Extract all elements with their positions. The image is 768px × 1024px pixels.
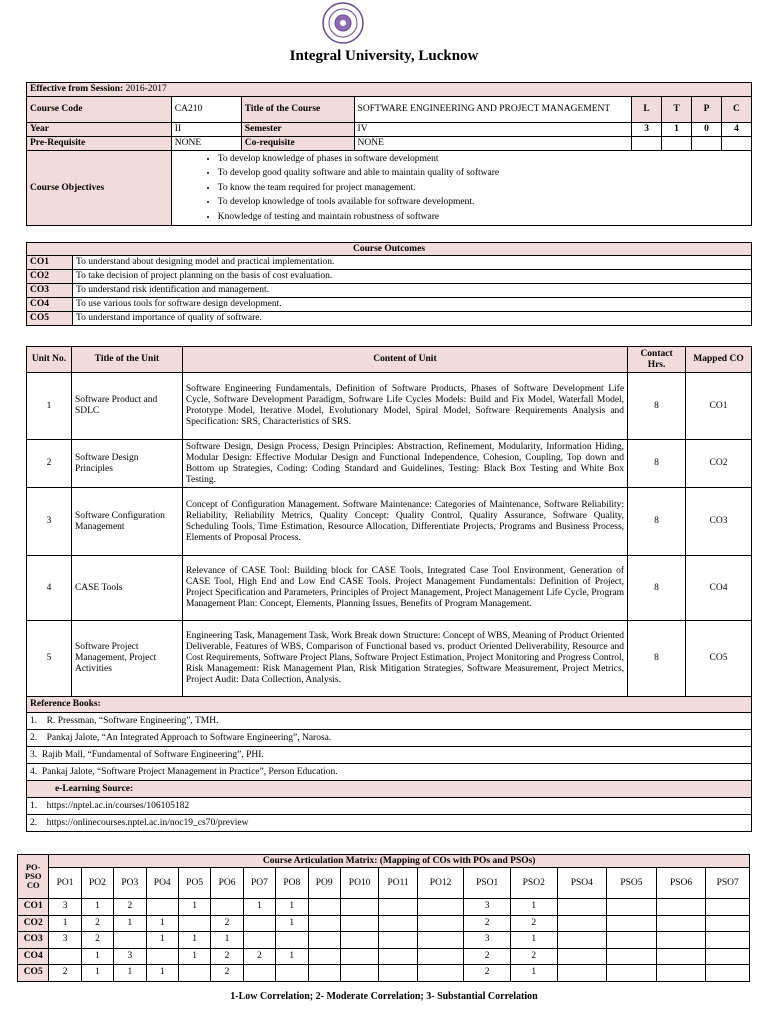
matrix-cell <box>706 965 750 982</box>
matrix-column-header: PO11 <box>379 868 417 899</box>
unit-content: Engineering Task, Management Task, Work Break down Structure: Concept of WBS, Meaning of Product Oriented Deliverable, Features of WBS, Comparison of Functional based vs. product Oriented Deliverability, Resource and Cost Requirements, Software Project Plans, Software Project Estimation, Project Monitoring and Progress Control, Risk Management: Risk Management Plan, Risk Mitigation Strategies, Software Measurement, Project Metrics, Project Audit: Data Collection, Analysis. <box>182 621 627 697</box>
matrix-cell <box>308 948 340 965</box>
unit-hrs: 8 <box>628 556 686 621</box>
matrix-cell: 3 <box>49 899 81 916</box>
matrix-column-header: PSO6 <box>656 868 706 899</box>
matrix-cell: 2 <box>464 915 511 932</box>
matrix-cell <box>379 965 417 982</box>
matrix-cell <box>243 965 275 982</box>
unit-hrs: 8 <box>628 621 686 697</box>
matrix-cell <box>607 932 657 949</box>
matrix-cell: 1 <box>146 965 178 982</box>
objective-item: • Knowledge of testing and maintain robustness of software <box>218 210 751 225</box>
elearn-link[interactable]: 2. https://onlinecourses.nptel.ac.in/noc19_cs70/preview <box>27 815 752 832</box>
matrix-cell <box>417 932 464 949</box>
co-text: To understand risk identification and management. <box>73 284 752 298</box>
co-code: CO1 <box>27 256 73 270</box>
matrix-cell <box>706 948 750 965</box>
unit-no: 1 <box>27 373 72 440</box>
matrix-cell: 3 <box>114 948 146 965</box>
book-item: 2. Pankaj Jalote, “An Integrated Approach to Software Engineering”, Narosa. <box>27 730 752 747</box>
matrix-cell <box>379 915 417 932</box>
matrix-cell: 2 <box>510 948 557 965</box>
matrix-cell: 1 <box>276 915 308 932</box>
co-text: To understand about designing model and practical implementation. <box>73 256 752 270</box>
ltpc-label: P <box>692 97 722 123</box>
matrix-column-header: PSO2 <box>510 868 557 899</box>
matrix-cell <box>276 932 308 949</box>
prereq-label: Pre-Requisite <box>27 137 172 151</box>
matrix-cell <box>308 965 340 982</box>
matrix-cell <box>49 948 81 965</box>
matrix-cell: 1 <box>510 932 557 949</box>
matrix-cell <box>557 965 607 982</box>
ltpc-value: 3 <box>632 123 662 137</box>
unit-no: 3 <box>27 488 72 556</box>
matrix-cell <box>379 948 417 965</box>
matrix-column-header: PO2 <box>81 868 113 899</box>
matrix-cell: 3 <box>464 899 511 916</box>
matrix-cell: 2 <box>464 965 511 982</box>
year-label: Year <box>27 123 172 137</box>
co-code: CO3 <box>27 284 73 298</box>
unit-co: CO5 <box>686 621 752 697</box>
matrix-cell: 2 <box>211 965 243 982</box>
university-seal-logo <box>322 2 364 44</box>
unit-no: 2 <box>27 440 72 488</box>
matrix-cell <box>607 915 657 932</box>
unit-title: Software Design Principles <box>71 440 182 488</box>
matrix-cell: 2 <box>510 915 557 932</box>
matrix-cell <box>557 932 607 949</box>
matrix-cell <box>417 899 464 916</box>
matrix-cell: 2 <box>464 948 511 965</box>
matrix-column-header: PSO5 <box>607 868 657 899</box>
matrix-cell: 2 <box>243 948 275 965</box>
matrix-cell: 3 <box>464 932 511 949</box>
year-value: II <box>171 123 241 137</box>
units-header: Title of the Unit <box>71 347 182 373</box>
matrix-cell <box>656 965 706 982</box>
matrix-cell <box>656 932 706 949</box>
unit-hrs: 8 <box>628 488 686 556</box>
matrix-cell <box>340 899 378 916</box>
title-label: Title of the Course <box>241 97 354 123</box>
matrix-cell <box>557 948 607 965</box>
course-info-table <box>26 82 752 226</box>
matrix-column-header: PO5 <box>178 868 210 899</box>
title-value: SOFTWARE ENGINEERING AND PROJECT MANAGEMENT <box>354 97 632 123</box>
elearn-link[interactable]: 1. https://nptel.ac.in/courses/106105182 <box>27 798 752 815</box>
coreq-value: NONE <box>354 137 632 151</box>
unit-co: CO2 <box>686 440 752 488</box>
ltpc-label: C <box>721 97 751 123</box>
ltpc-value: 0 <box>692 123 722 137</box>
matrix-cell <box>417 965 464 982</box>
book-item: 3. Rajib Mall, “Fundamental of Software Engineering”, PHI. <box>27 747 752 764</box>
semester-label: Semester <box>241 123 354 137</box>
matrix-cell <box>114 932 146 949</box>
matrix-cell: 1 <box>114 915 146 932</box>
units-header: Content of Unit <box>182 347 627 373</box>
matrix-cell <box>340 948 378 965</box>
correlation-legend: 1-Low Correlation; 2- Moderate Correlation; 3- Substantial Correlation <box>230 991 538 1002</box>
matrix-cell <box>557 915 607 932</box>
matrix-column-header: PO1 <box>49 868 81 899</box>
university-title: Integral University, Lucknow <box>289 48 479 64</box>
matrix-column-header: PSO4 <box>557 868 607 899</box>
unit-no: 4 <box>27 556 72 621</box>
matrix-cell: 2 <box>49 965 81 982</box>
unit-co: CO4 <box>686 556 752 621</box>
unit-co: CO1 <box>686 373 752 440</box>
matrix-column-header: PO12 <box>417 868 464 899</box>
matrix-cell <box>340 932 378 949</box>
matrix-cell <box>706 915 750 932</box>
objectives-label: Course Objectives <box>27 151 172 226</box>
objective-item: • To develop knowledge of tools available for software development. <box>218 195 751 210</box>
unit-title: CASE Tools <box>71 556 182 621</box>
matrix-column-header: PO6 <box>211 868 243 899</box>
matrix-cell <box>379 932 417 949</box>
course-code-label: Course Code <box>27 97 172 123</box>
matrix-cell <box>308 915 340 932</box>
matrix-cell <box>656 915 706 932</box>
unit-no: 5 <box>27 621 72 697</box>
matrix-cell <box>340 915 378 932</box>
matrix-cell <box>146 899 178 916</box>
matrix-cell: 2 <box>81 915 113 932</box>
matrix-cell <box>308 899 340 916</box>
matrix-row-co: CO2 <box>18 915 49 932</box>
unit-title: Software Product and SDLC <box>71 373 182 440</box>
matrix-cell: 1 <box>81 948 113 965</box>
matrix-cell <box>146 948 178 965</box>
co-code: CO5 <box>27 312 73 326</box>
matrix-cell <box>706 899 750 916</box>
matrix-column-header: PSO1 <box>464 868 511 899</box>
matrix-cell: 1 <box>276 948 308 965</box>
matrix-column-header: PO3 <box>114 868 146 899</box>
co-text: To use various tools for software design development. <box>73 298 752 312</box>
matrix-cell: 1 <box>178 899 210 916</box>
ltpc-value: 4 <box>721 123 751 137</box>
matrix-cell: 1 <box>81 965 113 982</box>
matrix-cell <box>243 915 275 932</box>
units-header: Mapped CO <box>686 347 752 373</box>
matrix-column-header: PSO7 <box>706 868 750 899</box>
unit-hrs: 8 <box>628 440 686 488</box>
outcomes-heading: Course Outcomes <box>27 243 752 256</box>
objectives-list <box>172 152 751 225</box>
matrix-row-co: CO4 <box>18 948 49 965</box>
matrix-cell: 2 <box>211 915 243 932</box>
matrix-cell: 1 <box>146 932 178 949</box>
matrix-cell: 2 <box>211 948 243 965</box>
matrix-cell: 1 <box>178 932 210 949</box>
matrix-heading: Course Articulation Matrix: (Mapping of COs with POs and PSOs) <box>49 855 750 868</box>
unit-title: Software Project Management, Project Activities <box>71 621 182 697</box>
matrix-cell: 2 <box>81 932 113 949</box>
objective-item: • To develop knowledge of phases in software development <box>218 152 751 167</box>
matrix-cell: 3 <box>49 932 81 949</box>
session-row: Effective from Session: 2016-2017 <box>27 83 752 97</box>
semester-value: IV <box>354 123 632 137</box>
matrix-cell <box>417 915 464 932</box>
matrix-cell: 1 <box>178 948 210 965</box>
book-item: 1. R. Pressman, “Software Engineering”, TMH. <box>27 713 752 730</box>
matrix-cell: 1 <box>114 965 146 982</box>
matrix-column-header: PO9 <box>308 868 340 899</box>
matrix-cell: 1 <box>81 899 113 916</box>
matrix-cell <box>656 948 706 965</box>
matrix-column-header: PO10 <box>340 868 378 899</box>
matrix-cell <box>607 899 657 916</box>
matrix-cell: 1 <box>146 915 178 932</box>
matrix-column-header: PO4 <box>146 868 178 899</box>
co-code: CO4 <box>27 298 73 312</box>
matrix-cell <box>706 932 750 949</box>
matrix-cell <box>417 948 464 965</box>
objective-item: • To develop good quality software and able to maintain quality of software <box>218 166 751 181</box>
unit-title: Software Configuration Management <box>71 488 182 556</box>
matrix-cell <box>557 899 607 916</box>
matrix-corner: PO- PSO CO <box>18 855 49 899</box>
prereq-value: NONE <box>171 137 241 151</box>
unit-content: Software Engineering Fundamentals, Definition of Software Products, Phases of Software Development Life Cycle, Software Development Paradigm, Software Life Cycles Models: Build and Fix Model, Waterfall Model, Prototype Model, Iterative Model, Evolutionary Model, Spiral Model, Software Requirements Analysis and Specification: SRS, Characteristics of SRS. <box>182 373 627 440</box>
matrix-row-co: CO5 <box>18 965 49 982</box>
matrix-cell <box>379 899 417 916</box>
matrix-cell <box>340 965 378 982</box>
ltpc-label: L <box>632 97 662 123</box>
unit-content: Relevance of CASE Tool: Building block for CASE Tools, Integrated Case Tool Environment, Generation of CASE Tool, High End and Low End CASE Tools. Project Management Fundamentals: Definition of Project, Project Specification and Parameters, Principles of Project Management, Project Management Life Cycle, Program Management Plan: Concept, Elements, Planning Issues, Benefits of Program Management. <box>182 556 627 621</box>
books-heading: Reference Books: <box>27 697 752 713</box>
book-item: 4. Pankaj Jalote, “Software Project Management in Practice”, Person Education. <box>27 764 752 781</box>
matrix-cell <box>276 965 308 982</box>
matrix-cell: 1 <box>510 899 557 916</box>
unit-co: CO3 <box>686 488 752 556</box>
matrix-row-co: CO3 <box>18 932 49 949</box>
matrix-cell: 1 <box>510 965 557 982</box>
matrix-cell: 2 <box>114 899 146 916</box>
units-header: Unit No. <box>27 347 72 373</box>
elearn-heading: e-Learning Source: <box>27 781 752 798</box>
matrix-cell <box>308 932 340 949</box>
matrix-cell <box>211 899 243 916</box>
matrix-column-header: PO8 <box>276 868 308 899</box>
unit-hrs: 8 <box>628 373 686 440</box>
matrix-cell: 1 <box>211 932 243 949</box>
matrix-cell <box>607 948 657 965</box>
co-code: CO2 <box>27 270 73 284</box>
ltpc-value: 1 <box>662 123 692 137</box>
objective-item: • To know the team required for project management. <box>218 181 751 196</box>
unit-content: Software Design, Design Process, Design Principles: Abstraction, Refinement, Modularity, Information Hiding, Modular Design: Effective Modular Design and Functional Independence, Cohesion, Coupling, Top down and Bottom up Strategies, Coding: Coding Standard and Guidelines, Testing: Black Box Testing and White Box Testing. <box>182 440 627 488</box>
unit-content: Concept of Configuration Management. Software Maintenance: Categories of Maintenance, Software Reliability: Reliability, Reliability Metrics, Quality Concept: Quality Control, Quality Assurance, Software Quality, Scheduling Tools, Time Estimation, Resource Allocation, Differentiate Projects, Programs and Business Process, Elements of Proposal Process. <box>182 488 627 556</box>
matrix-cell <box>607 965 657 982</box>
units-table <box>26 346 752 832</box>
co-text: To take decision of project planning on the basis of cost evaluation. <box>73 270 752 284</box>
matrix-cell: 1 <box>49 915 81 932</box>
matrix-cell <box>656 899 706 916</box>
matrix-cell <box>243 932 275 949</box>
matrix-column-header: PO7 <box>243 868 275 899</box>
matrix-row-co: CO1 <box>18 899 49 916</box>
course-outcomes-table <box>26 242 752 326</box>
articulation-matrix <box>17 854 750 982</box>
matrix-cell: 1 <box>243 899 275 916</box>
matrix-cell <box>178 915 210 932</box>
matrix-cell <box>178 965 210 982</box>
coreq-label: Co-requisite <box>241 137 354 151</box>
units-header: Contact Hrs. <box>628 347 686 373</box>
ltpc-label: T <box>662 97 692 123</box>
course-code-value: CA210 <box>171 97 241 123</box>
co-text: To understand importance of quality of software. <box>73 312 752 326</box>
matrix-cell: 1 <box>276 899 308 916</box>
